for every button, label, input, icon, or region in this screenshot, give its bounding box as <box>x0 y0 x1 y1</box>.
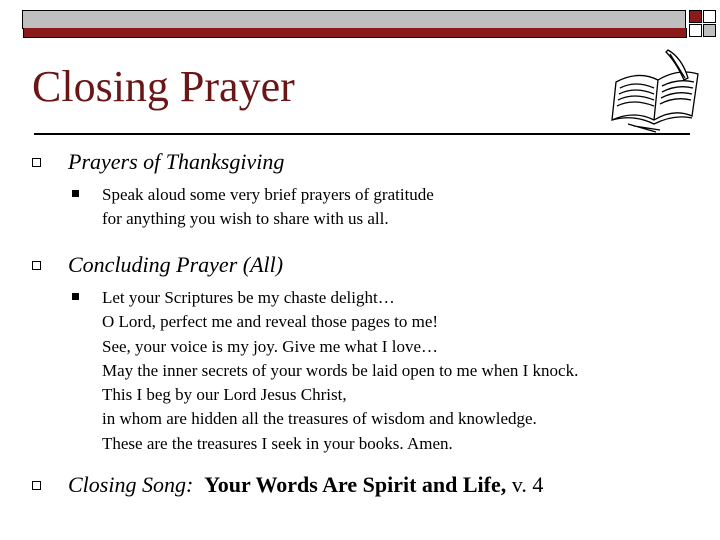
text-line: See, your voice is my joy. Give me what I love… <box>102 336 438 356</box>
open-book-with-quill-icon <box>608 44 704 134</box>
text-line: This I beg by our Lord Jesus Christ, <box>102 385 347 405</box>
closing-song-title: Your Words Are Spirit and Life, <box>204 472 507 497</box>
text-line: in whom are hidden all the treasures of wisdom and knowledge. <box>102 409 537 429</box>
section-heading-concluding-prayer: Concluding Prayer (All) <box>68 252 284 277</box>
thanksgiving-text <box>102 183 434 232</box>
text-line: Speak aloud some very brief prayers of gratitude <box>102 185 434 204</box>
corner-square <box>703 24 716 37</box>
concluding-prayer-text <box>102 286 578 456</box>
bullet-square-icon <box>32 261 41 270</box>
bullet-square-icon <box>32 158 41 167</box>
text-line: for anything you wish to share with us all. <box>102 209 389 229</box>
closing-song-label: Closing Song: <box>68 472 194 497</box>
corner-square <box>703 10 716 23</box>
bullet-square-icon <box>32 481 41 490</box>
sub-bullet-icon <box>72 190 79 197</box>
closing-song-line <box>68 472 543 498</box>
header-gray-bar <box>22 10 686 29</box>
text-line: May the inner secrets of your words be laid open to me when I knock. <box>102 360 579 380</box>
corner-square <box>689 10 702 23</box>
section-heading-thanksgiving: Prayers of Thanksgiving <box>68 149 285 174</box>
header-red-bar <box>23 28 687 38</box>
corner-square <box>689 24 702 37</box>
text-line: Let your Scriptures be my chaste delight… <box>102 288 395 307</box>
title-divider <box>34 133 690 135</box>
text-line: These are the treasures I seek in your books. Amen. <box>102 433 453 453</box>
sub-bullet-icon <box>72 293 79 300</box>
slide-title: Closing Prayer <box>32 62 295 111</box>
closing-song-verse: v. 4 <box>511 472 544 497</box>
text-line: O Lord, perfect me and reveal those pages to me! <box>102 312 439 332</box>
